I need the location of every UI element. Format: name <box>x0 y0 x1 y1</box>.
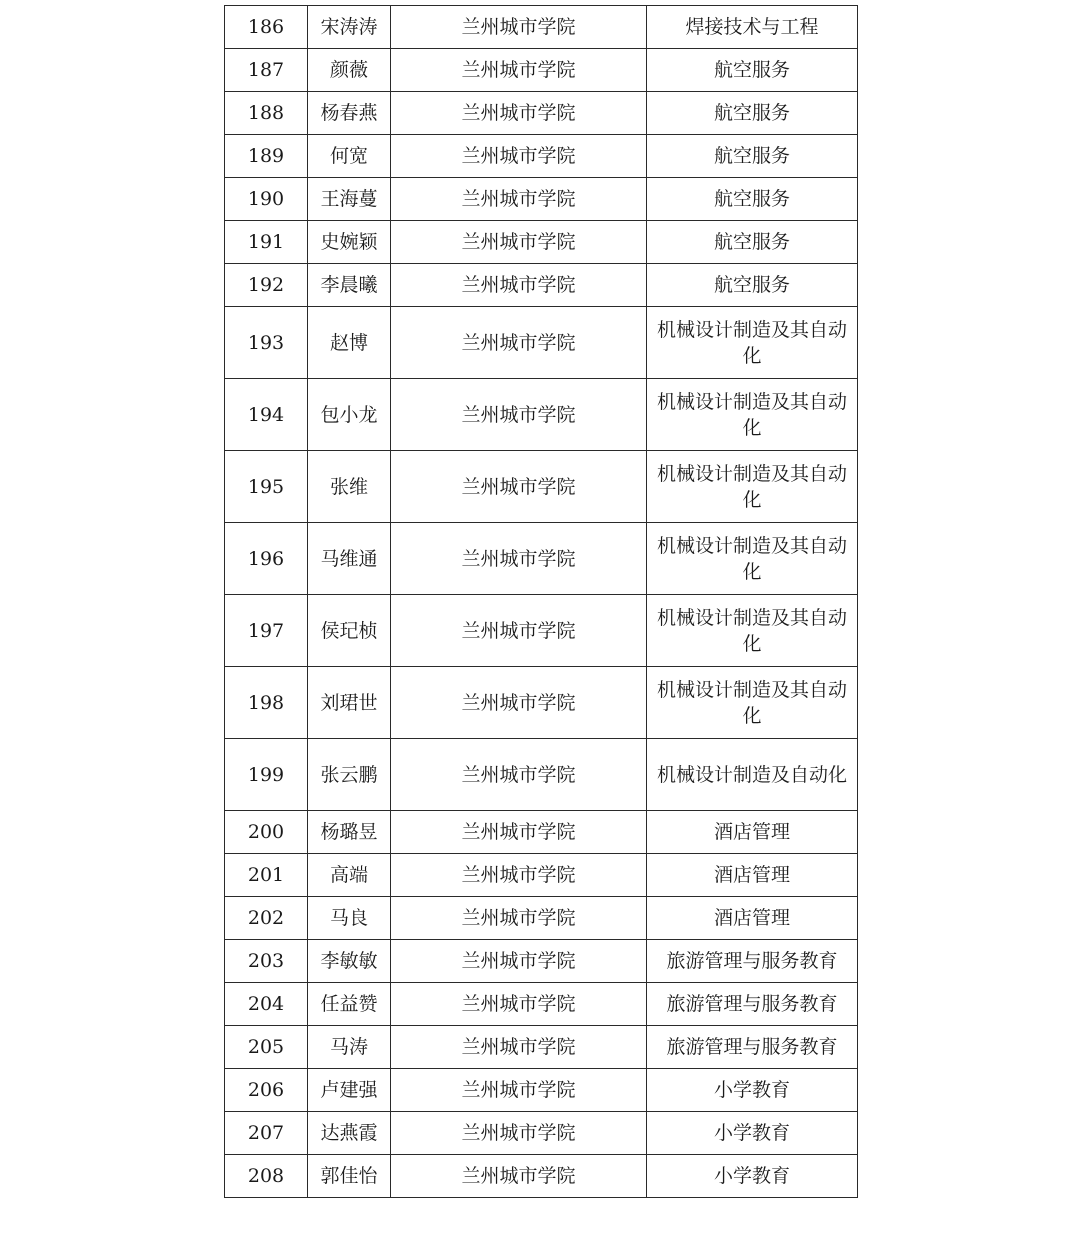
major-name-cell: 机械设计制造及其自动化 <box>647 451 858 523</box>
major-name-cell: 旅游管理与服务教育 <box>647 983 858 1026</box>
row-number-cell: 199 <box>225 739 308 811</box>
school-name-cell: 兰州城市学院 <box>391 221 647 264</box>
table-row <box>225 983 858 1026</box>
major-name-cell: 航空服务 <box>647 221 858 264</box>
student-name-cell: 任益赞 <box>308 983 391 1026</box>
student-name-cell: 何宽 <box>308 135 391 178</box>
table-row <box>225 1112 858 1155</box>
school-name-cell: 兰州城市学院 <box>391 451 647 523</box>
row-number-cell: 191 <box>225 221 308 264</box>
row-number-cell: 186 <box>225 6 308 49</box>
student-name-cell: 马维通 <box>308 523 391 595</box>
major-name-cell: 航空服务 <box>647 92 858 135</box>
major-name-cell: 小学教育 <box>647 1069 858 1112</box>
student-name-cell: 包小龙 <box>308 379 391 451</box>
school-name-cell: 兰州城市学院 <box>391 92 647 135</box>
row-number-cell: 193 <box>225 307 308 379</box>
major-name-cell: 酒店管理 <box>647 854 858 897</box>
school-name-cell: 兰州城市学院 <box>391 1069 647 1112</box>
major-name-cell: 旅游管理与服务教育 <box>647 940 858 983</box>
table-row <box>225 49 858 92</box>
student-name-cell: 赵博 <box>308 307 391 379</box>
student-name-cell: 宋涛涛 <box>308 6 391 49</box>
school-name-cell: 兰州城市学院 <box>391 6 647 49</box>
row-number-cell: 207 <box>225 1112 308 1155</box>
major-name-cell: 酒店管理 <box>647 897 858 940</box>
student-name-cell: 马良 <box>308 897 391 940</box>
row-number-cell: 190 <box>225 178 308 221</box>
school-name-cell: 兰州城市学院 <box>391 595 647 667</box>
school-name-cell: 兰州城市学院 <box>391 897 647 940</box>
table-row <box>225 595 858 667</box>
school-name-cell: 兰州城市学院 <box>391 1112 647 1155</box>
student-name-cell: 史婉颖 <box>308 221 391 264</box>
school-name-cell: 兰州城市学院 <box>391 1155 647 1198</box>
student-name-cell: 达燕霞 <box>308 1112 391 1155</box>
row-number-cell: 200 <box>225 811 308 854</box>
table-row <box>225 451 858 523</box>
student-name-cell: 高端 <box>308 854 391 897</box>
school-name-cell: 兰州城市学院 <box>391 135 647 178</box>
row-number-cell: 187 <box>225 49 308 92</box>
student-name-cell: 杨春燕 <box>308 92 391 135</box>
major-name-cell: 酒店管理 <box>647 811 858 854</box>
major-name-cell: 旅游管理与服务教育 <box>647 1026 858 1069</box>
row-number-cell: 203 <box>225 940 308 983</box>
table-row <box>225 379 858 451</box>
school-name-cell: 兰州城市学院 <box>391 178 647 221</box>
school-name-cell: 兰州城市学院 <box>391 1026 647 1069</box>
row-number-cell: 205 <box>225 1026 308 1069</box>
school-name-cell: 兰州城市学院 <box>391 523 647 595</box>
student-name-cell: 卢建强 <box>308 1069 391 1112</box>
row-number-cell: 194 <box>225 379 308 451</box>
school-name-cell: 兰州城市学院 <box>391 667 647 739</box>
major-name-cell: 航空服务 <box>647 49 858 92</box>
student-name-cell: 刘珺世 <box>308 667 391 739</box>
school-name-cell: 兰州城市学院 <box>391 739 647 811</box>
major-name-cell: 航空服务 <box>647 135 858 178</box>
table-row <box>225 940 858 983</box>
row-number-cell: 196 <box>225 523 308 595</box>
table-row <box>225 667 858 739</box>
table-row <box>225 178 858 221</box>
table-row <box>225 1069 858 1112</box>
table-row <box>225 811 858 854</box>
table-row <box>225 221 858 264</box>
roster-table <box>224 5 858 1198</box>
student-name-cell: 杨璐昱 <box>308 811 391 854</box>
major-name-cell: 机械设计制造及自动化 <box>647 739 858 811</box>
table-row <box>225 897 858 940</box>
table-row <box>225 523 858 595</box>
school-name-cell: 兰州城市学院 <box>391 49 647 92</box>
row-number-cell: 198 <box>225 667 308 739</box>
student-name-cell: 侯玘桢 <box>308 595 391 667</box>
row-number-cell: 201 <box>225 854 308 897</box>
school-name-cell: 兰州城市学院 <box>391 940 647 983</box>
major-name-cell: 小学教育 <box>647 1112 858 1155</box>
roster-table-body <box>225 6 858 1198</box>
major-name-cell: 航空服务 <box>647 178 858 221</box>
major-name-cell: 机械设计制造及其自动化 <box>647 523 858 595</box>
row-number-cell: 208 <box>225 1155 308 1198</box>
student-name-cell: 李敏敏 <box>308 940 391 983</box>
table-row <box>225 739 858 811</box>
major-name-cell: 机械设计制造及其自动化 <box>647 595 858 667</box>
row-number-cell: 202 <box>225 897 308 940</box>
table-row <box>225 1155 858 1198</box>
table-row <box>225 307 858 379</box>
table-row <box>225 264 858 307</box>
major-name-cell: 焊接技术与工程 <box>647 6 858 49</box>
school-name-cell: 兰州城市学院 <box>391 983 647 1026</box>
student-name-cell: 颜薇 <box>308 49 391 92</box>
student-name-cell: 郭佳怡 <box>308 1155 391 1198</box>
table-row <box>225 6 858 49</box>
school-name-cell: 兰州城市学院 <box>391 307 647 379</box>
major-name-cell: 机械设计制造及其自动化 <box>647 379 858 451</box>
table-row <box>225 1026 858 1069</box>
school-name-cell: 兰州城市学院 <box>391 854 647 897</box>
row-number-cell: 192 <box>225 264 308 307</box>
row-number-cell: 197 <box>225 595 308 667</box>
row-number-cell: 195 <box>225 451 308 523</box>
major-name-cell: 机械设计制造及其自动化 <box>647 307 858 379</box>
major-name-cell: 小学教育 <box>647 1155 858 1198</box>
school-name-cell: 兰州城市学院 <box>391 379 647 451</box>
row-number-cell: 188 <box>225 92 308 135</box>
major-name-cell: 航空服务 <box>647 264 858 307</box>
school-name-cell: 兰州城市学院 <box>391 811 647 854</box>
student-name-cell: 张维 <box>308 451 391 523</box>
student-name-cell: 李晨曦 <box>308 264 391 307</box>
table-row <box>225 135 858 178</box>
table-row <box>225 92 858 135</box>
major-name-cell: 机械设计制造及其自动化 <box>647 667 858 739</box>
school-name-cell: 兰州城市学院 <box>391 264 647 307</box>
row-number-cell: 204 <box>225 983 308 1026</box>
table-row <box>225 854 858 897</box>
row-number-cell: 189 <box>225 135 308 178</box>
student-name-cell: 马涛 <box>308 1026 391 1069</box>
student-name-cell: 王海蔓 <box>308 178 391 221</box>
row-number-cell: 206 <box>225 1069 308 1112</box>
student-name-cell: 张云鹏 <box>308 739 391 811</box>
